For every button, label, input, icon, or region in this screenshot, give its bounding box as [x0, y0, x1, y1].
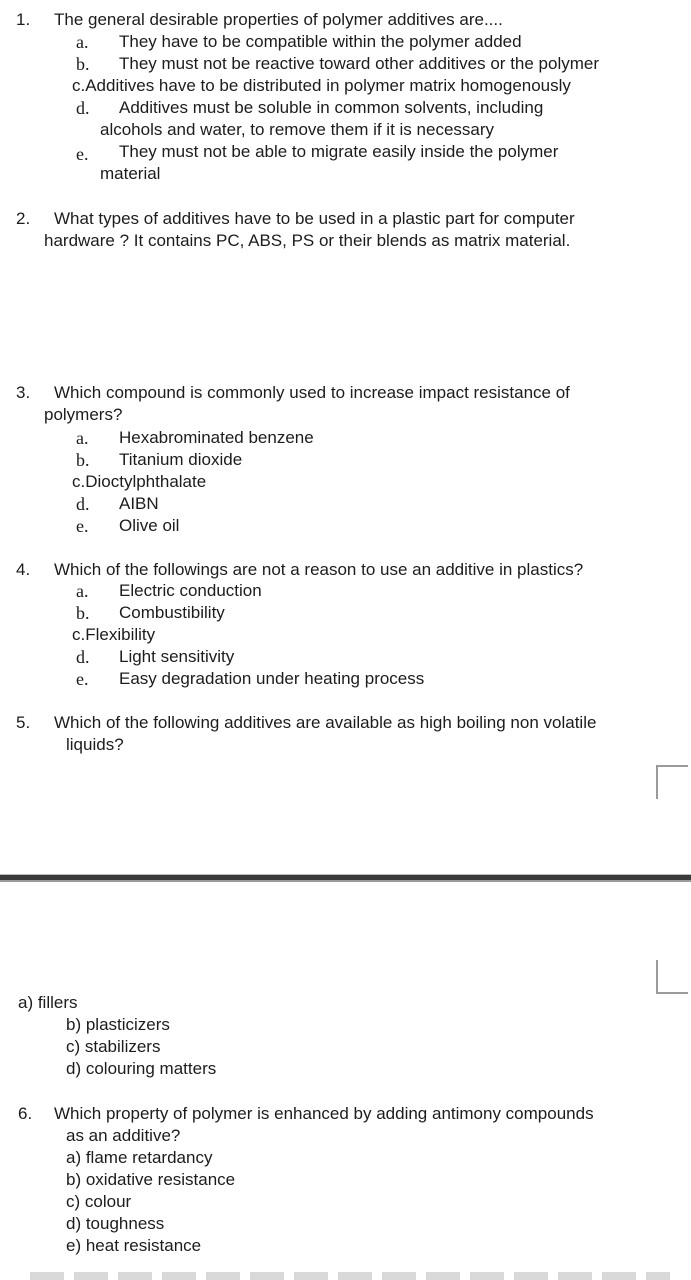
q3-option-b: Titanium dioxide: [119, 450, 243, 469]
q4-option-e-letter: e.: [76, 669, 89, 689]
q4-number: 4.: [16, 560, 31, 579]
q4-option-b: Combustibility: [119, 603, 225, 622]
q3-option-a-letter: a.: [76, 428, 89, 448]
crop-corner-marker-bottom: [656, 960, 688, 994]
q5-option-b: b) plasticizers: [66, 1015, 170, 1034]
q1-text: The general desirable properties of polymer additives are....: [54, 10, 503, 29]
cut-off-text-fragment: [30, 1272, 670, 1280]
q5-option-d: d) colouring matters: [66, 1059, 217, 1078]
q1-option-d-line2: alcohols and water, to remove them if it is necessary: [100, 120, 495, 139]
q4-option-b-letter: b.: [76, 603, 90, 623]
q3-option-d: AIBN: [119, 494, 159, 513]
q6-option-a: a) flame retardancy: [66, 1148, 213, 1167]
q3-option-a: Hexabrominated benzene: [119, 428, 314, 447]
q5-option-c: c) stabilizers: [66, 1037, 161, 1056]
q6-number: 6.: [18, 1104, 33, 1123]
q3-option-e: Olive oil: [119, 516, 180, 535]
q2-text-line1: What types of additives have to be used in a plastic part for computer: [54, 209, 575, 228]
q4-option-a-letter: a.: [76, 581, 89, 601]
q5-number: 5.: [16, 713, 31, 732]
q4-text: Which of the followings are not a reason to use an additive in plastics?: [54, 560, 584, 579]
q6-option-e: e) heat resistance: [66, 1236, 202, 1255]
q1-option-b: They must not be reactive toward other additives or the polymer: [119, 54, 600, 73]
q1-option-d-line1: Additives must be soluble in common solvents, including: [119, 98, 544, 117]
q6-option-b: b) oxidative resistance: [66, 1170, 236, 1189]
q6-text-line2: as an additive?: [66, 1126, 181, 1145]
q3-text-line2: polymers?: [44, 405, 123, 424]
q2-number: 2.: [16, 209, 31, 228]
q3-option-b-letter: b.: [76, 450, 90, 470]
q5-text-line2: liquids?: [66, 735, 124, 754]
q1-option-d-letter: d.: [76, 98, 90, 118]
q3-text-line1: Which compound is commonly used to increase impact resistance of: [54, 383, 570, 402]
q6-text-line1: Which property of polymer is enhanced by adding antimony compounds: [54, 1104, 594, 1123]
q5-option-a: a) fillers: [18, 993, 78, 1012]
q1-option-e-line2: material: [100, 164, 161, 183]
q3-option-d-letter: d.: [76, 494, 90, 514]
q2-text-line2: hardware ? It contains PC, ABS, PS or their blends as matrix material.: [44, 231, 571, 250]
q1-option-e-line1: They must not be able to migrate easily inside the polymer: [119, 142, 559, 161]
q6-option-d: d) toughness: [66, 1214, 165, 1233]
q4-option-d: Light sensitivity: [119, 647, 235, 666]
q4-option-a: Electric conduction: [119, 581, 262, 600]
q1-option-c: c.Additives have to be distributed in polymer matrix homogenously: [72, 76, 571, 95]
q1-number: 1.: [16, 10, 31, 29]
q1-option-e-letter: e.: [76, 144, 89, 164]
q4-option-e: Easy degradation under heating process: [119, 669, 425, 688]
q3-option-e-letter: e.: [76, 516, 89, 536]
q3-option-c: c.Dioctylphthalate: [72, 472, 207, 491]
crop-corner-marker-top: [656, 765, 688, 799]
q3-number: 3.: [16, 383, 31, 402]
q6-option-c: c) colour: [66, 1192, 132, 1211]
q4-option-d-letter: d.: [76, 647, 90, 667]
q4-option-c: c.Flexibility: [72, 625, 156, 644]
q1-option-a-letter: a.: [76, 32, 89, 52]
q5-text-line1: Which of the following additives are available as high boiling non volatile: [54, 713, 597, 732]
q1-option-a: They have to be compatible within the polymer added: [119, 32, 522, 51]
q1-option-b-letter: b.: [76, 54, 90, 74]
page-divider: [0, 874, 691, 882]
